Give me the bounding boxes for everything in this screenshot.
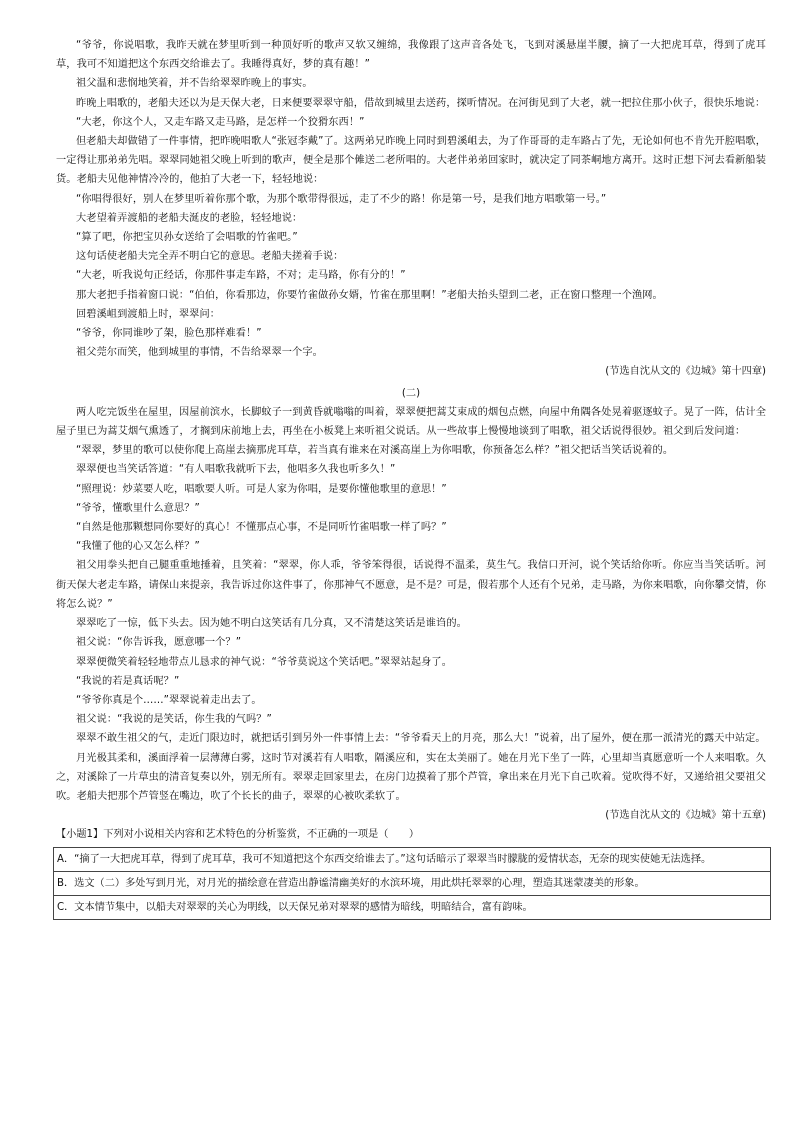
question-block (56, 825, 766, 919)
paragraph: “自然是他那颗想同你要好的真心！不懂那点心事，不是同听竹雀唱歌一样了吗？” (76, 522, 447, 534)
paragraph: 月光极其柔和，溪面浮着一层薄薄白雾，这时节对溪若有人唱歌，隔溪应和，实在太美丽了。她在月光下坐了一阵，心里却当真愿意听一个人来唱歌。久之，对溪除了一片草虫的清音复奏以外，别无所有。翠翠走回家里去，在房门边摸着了那个芦管，拿出来在月光下自己吹着。觉吹得不好，又递给祖父要祖父吹。老船夫把那个芦管竖在嘴边，吹了个长长的曲子，翠翠的心被吹柔软了。 (56, 752, 766, 802)
paragraph: 昨晚上唱歌的，老船夫还以为是天保大老，日来便要翠翠守船，借故到城里去送药，探听情况。在河街见到了大老，就一把拉住那小伙子，很快乐地说： (76, 97, 766, 109)
paragraph: “算了吧，你把宝贝孙女送给了会唱歌的竹雀吧。” (76, 232, 298, 244)
options-table (53, 847, 771, 920)
paragraph: 祖父说：“你告诉我，愿意哪一个？” (76, 637, 242, 649)
paragraph: 祖父莞尔而笑，他到城里的事情，不告给翠翠一个字。 (76, 347, 323, 359)
paragraph: “照理说：炒菜要人吃，唱歌要人听。可是人家为你唱，是要你懂他歌里的意思！” (76, 483, 447, 495)
paragraph: 翠翠便也当笑话答道：“有人唱歌我就听下去，他唱多久我也听多久！” (76, 464, 396, 476)
paragraph: “我懂了他的心又怎么样？” (76, 541, 200, 553)
paragraph: “爷爷，懂歌里什么意思？” (76, 502, 200, 514)
option-row (54, 847, 771, 871)
option-row (54, 871, 771, 895)
source-citation: (节选自沈从文的《边城》第十四章) (605, 366, 766, 378)
paragraph: 那大老把手指着窗口说：“伯伯，你看那边，你要竹雀做孙女婿，竹雀在那里啊！”老船夫抬头望到二老，正在窗口整理一个渔网。 (76, 289, 663, 301)
paragraph: 祖父说：“我说的是笑话，你生我的气吗？” (76, 714, 272, 726)
paragraph: 祖父用拳头把自己腿重重地捶着，且笑着：“翠翠，你人乖，爷爷笨得很，话说得不温柔，莫生气。我信口开河，说个笑话给你听。你应当当笑话听。河街天保大老走车路，请保山来提亲，我告诉过你这件事了，你那神气不愿意，是不是？可是，假若那个人还有个兄弟，走马路，为你来唱歌，向你攀交情，你将怎么说？” (56, 560, 766, 610)
source-citation: (节选自沈从文的《边城》第十五章) (605, 810, 766, 822)
paragraph: “大老，你这个人，又走车路又走马路，是怎样一个狡猾东西！” (76, 116, 365, 128)
paragraph: “翠翠，梦里的歌可以使你爬上高崖去摘那虎耳草，若当真有谁来在对溪高崖上为你唱歌，你预备怎么样？”祖父把话当笑话说着的。 (76, 445, 674, 457)
paragraph: 翠翠不敢生祖父的气，走近门限边时，就把话引到另外一件事情上去：“爷爷看天上的月亮，那么大！”说着，出了屋外，便在那一派清光的露天中站定。 (76, 733, 766, 745)
paragraph: 翠翠吃了一惊，低下头去。因为她不明白这笑话有几分真，又不清楚这笑话是谁诌的。 (76, 618, 467, 630)
section-heading: (二) (401, 387, 421, 399)
paragraph: 祖父温和悲悯地笑着，并不告给翠翠昨晚上的事实。 (76, 78, 313, 90)
option-c[interactable]: C．文本情节集中，以船夫对翠翠的关心为明线，以天保兄弟对翠翠的感情为暗线，明暗结合，富有韵味。 (54, 895, 771, 919)
document-page (56, 36, 766, 920)
option-a[interactable]: A．“摘了一大把虎耳草，得到了虎耳草，我可不知道把这个东西交给谁去了。”这句话暗示了翠翠当时朦胧的爱情状态，无奈的现实使她无法选择。 (54, 847, 771, 871)
paragraph: “爷爷，你同谁吵了架，脸色那样难看！” (76, 328, 262, 340)
option-row (54, 895, 771, 919)
paragraph: “爷爷你真是个……”翠翠说着走出去了。 (76, 694, 262, 706)
paragraph: 两人吃完饭坐在屋里，因屋前滨水，长脚蚊子一到黄昏就嗡嗡的叫着，翠翠便把蒿艾束成的烟包点燃，向屋中角隅各处晃着驱逐蚊子。晃了一阵，估计全屋子里已为蒿艾烟气熏透了，才搁到床前地上去，再坐在小板凳上来听祖父说话。从一些故事上慢慢地谈到了唱歌，祖父话说得很妙。祖父到后发问道： (56, 406, 766, 438)
paragraph: 这句话使老船夫完全弄不明白它的意思。老船夫搓着手说： (76, 251, 344, 263)
section-one (56, 36, 766, 382)
paragraph: 大老望着弄渡船的老船夫涎皮的老脸，轻轻地说： (76, 212, 303, 224)
question-stem: 【小题1】下列对小说相关内容和艺术特色的分析鉴赏，不正确的一项是（ ） (56, 829, 420, 841)
paragraph: 翠翠便微笑着轻轻地带点儿恳求的神气说：“爷爷莫说这个笑话吧。”翠翠站起身了。 (76, 656, 453, 668)
paragraph: “大老，听我说句正经话，你那件事走车路，不对；走马路，你有分的！” (76, 270, 406, 282)
paragraph: 回碧溪岨到渡船上时，翠翠问： (76, 308, 221, 320)
option-b[interactable]: B．选文（二）多处写到月光，对月光的描绘意在营造出静谧清幽美好的水滨环境，用此烘托翠翠的心理，塑造其迷蒙凄美的形象。 (54, 871, 771, 895)
paragraph: “我说的若是真话呢？” (76, 675, 180, 687)
paragraph: 但老船夫却做错了一件事情，把昨晚唱歌人“张冠李戴”了。这两弟兄昨晚上同时到碧溪岨去，为了作哥哥的走车路占了先，无论如何也不肯先开腔唱歌，一定得让那弟弟先唱。翠翠同她祖父晚上听到的歌声，便全是那个傩送二老所唱的。大老伴弟弟回家时，就决定了同茶峒地方离开。这时正想下河去看新船装货。老船夫见他神情冷冷的，他拍了大老一下，轻轻地说： (56, 136, 766, 186)
paragraph: “你唱得很好，别人在梦里听着你那个歌，为那个歌带得很远，走了不少的路！你是第一号，是我们地方唱歌第一号。” (76, 193, 607, 205)
section-two (56, 384, 766, 826)
paragraph: “爷爷，你说唱歌，我昨天就在梦里听到一种顶好听的歌声又软又缠绵，我像跟了这声音各处飞，飞到对溪悬崖半腰，摘了一大把虎耳草，得到了虎耳草，我可不知道把这个东西交给谁去了。我睡得真好，梦的真有趣！” (56, 40, 766, 71)
